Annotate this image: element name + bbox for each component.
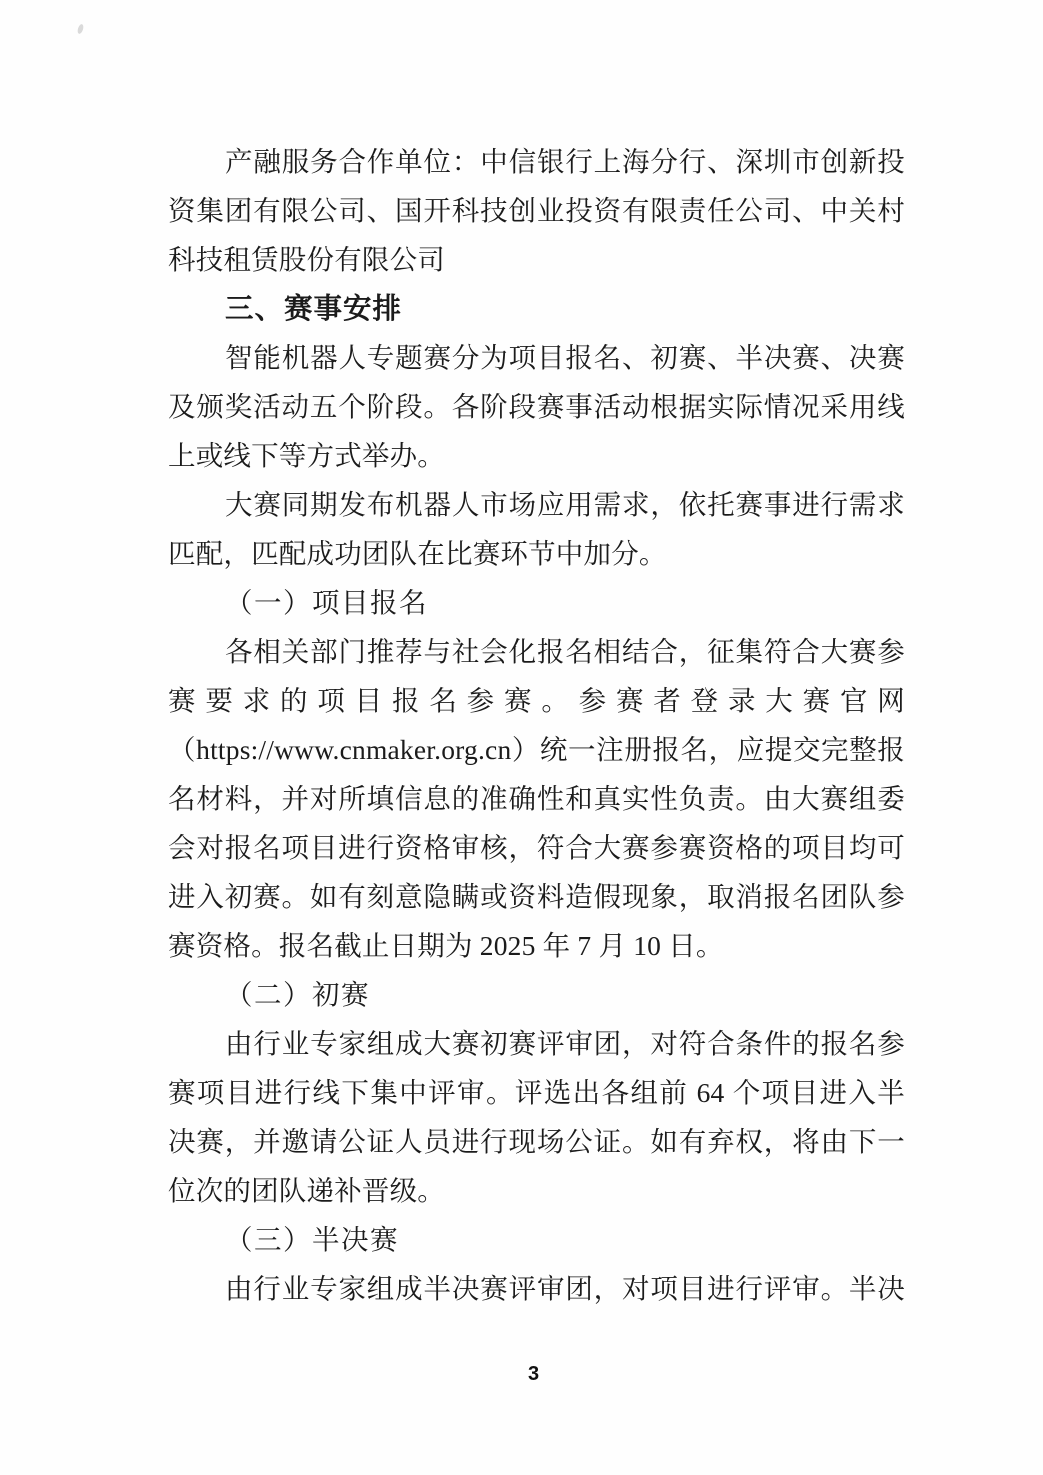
paragraph-line: 匹配，匹配成功团队在比赛环节中加分。	[168, 538, 667, 569]
paragraph-line: （https://www.cnmaker.org.cn）统一注册报名，应提交完整报	[168, 734, 905, 765]
paragraph-line: 由行业专家组成大赛初赛评审团，对符合条件的报名参	[225, 1028, 905, 1059]
paragraph-line: 赛资格。报名截止日期为 2025 年 7 月 10 日。	[168, 930, 724, 961]
paragraph-line: 由行业专家组成半决赛评审团，对项目进行评审。半决	[225, 1273, 905, 1304]
paragraph-line: 科技租赁股份有限公司	[168, 244, 445, 275]
paragraph-line: 资集团有限公司、国开科技创业投资有限责任公司、中关村	[168, 195, 905, 226]
paragraph-line: 各相关部门推荐与社会化报名相结合，征集符合大赛参	[225, 636, 905, 667]
paragraph-line: 赛项目进行线下集中评审。评选出各组前 64 个项目进入半	[168, 1077, 905, 1108]
paragraph-line: 上或线下等方式举办。	[168, 440, 445, 471]
page-number: 3	[527, 1363, 540, 1385]
paragraph-line: 大赛同期发布机器人市场应用需求，依托赛事进行需求	[225, 489, 905, 520]
paragraph-line: 及颁奖活动五个阶段。各阶段赛事活动根据实际情况采用线	[168, 391, 905, 422]
paragraph-line: 会对报名项目进行资格审核，符合大赛参赛资格的项目均可	[168, 832, 905, 863]
paragraph-line: 进入初赛。如有刻意隐瞒或资料造假现象，取消报名团队参	[168, 881, 905, 912]
paragraph-line: 决赛，并邀请公证人员进行现场公证。如有弃权，将由下一	[168, 1126, 905, 1157]
paragraph-line: 赛要求的项目报名参赛。参赛者登录大赛官网	[168, 685, 905, 716]
subsection-heading: （二）初赛	[225, 979, 370, 1010]
document-body	[168, 139, 905, 1315]
subsection-heading: （一）项目报名	[225, 587, 428, 618]
paragraph-line: 智能机器人专题赛分为项目报名、初赛、半决赛、决赛	[225, 342, 905, 373]
section-heading: 三、赛事安排	[225, 293, 403, 325]
subsection-heading: （三）半决赛	[225, 1224, 399, 1255]
paragraph-line: 产融服务合作单位：中信银行上海分行、深圳市创新投	[225, 146, 905, 177]
paragraph-line: 名材料，并对所填信息的准确性和真实性负责。由大赛组委	[168, 783, 905, 814]
paragraph-line: 位次的团队递补晋级。	[168, 1175, 445, 1206]
scan-artifact	[77, 23, 85, 34]
